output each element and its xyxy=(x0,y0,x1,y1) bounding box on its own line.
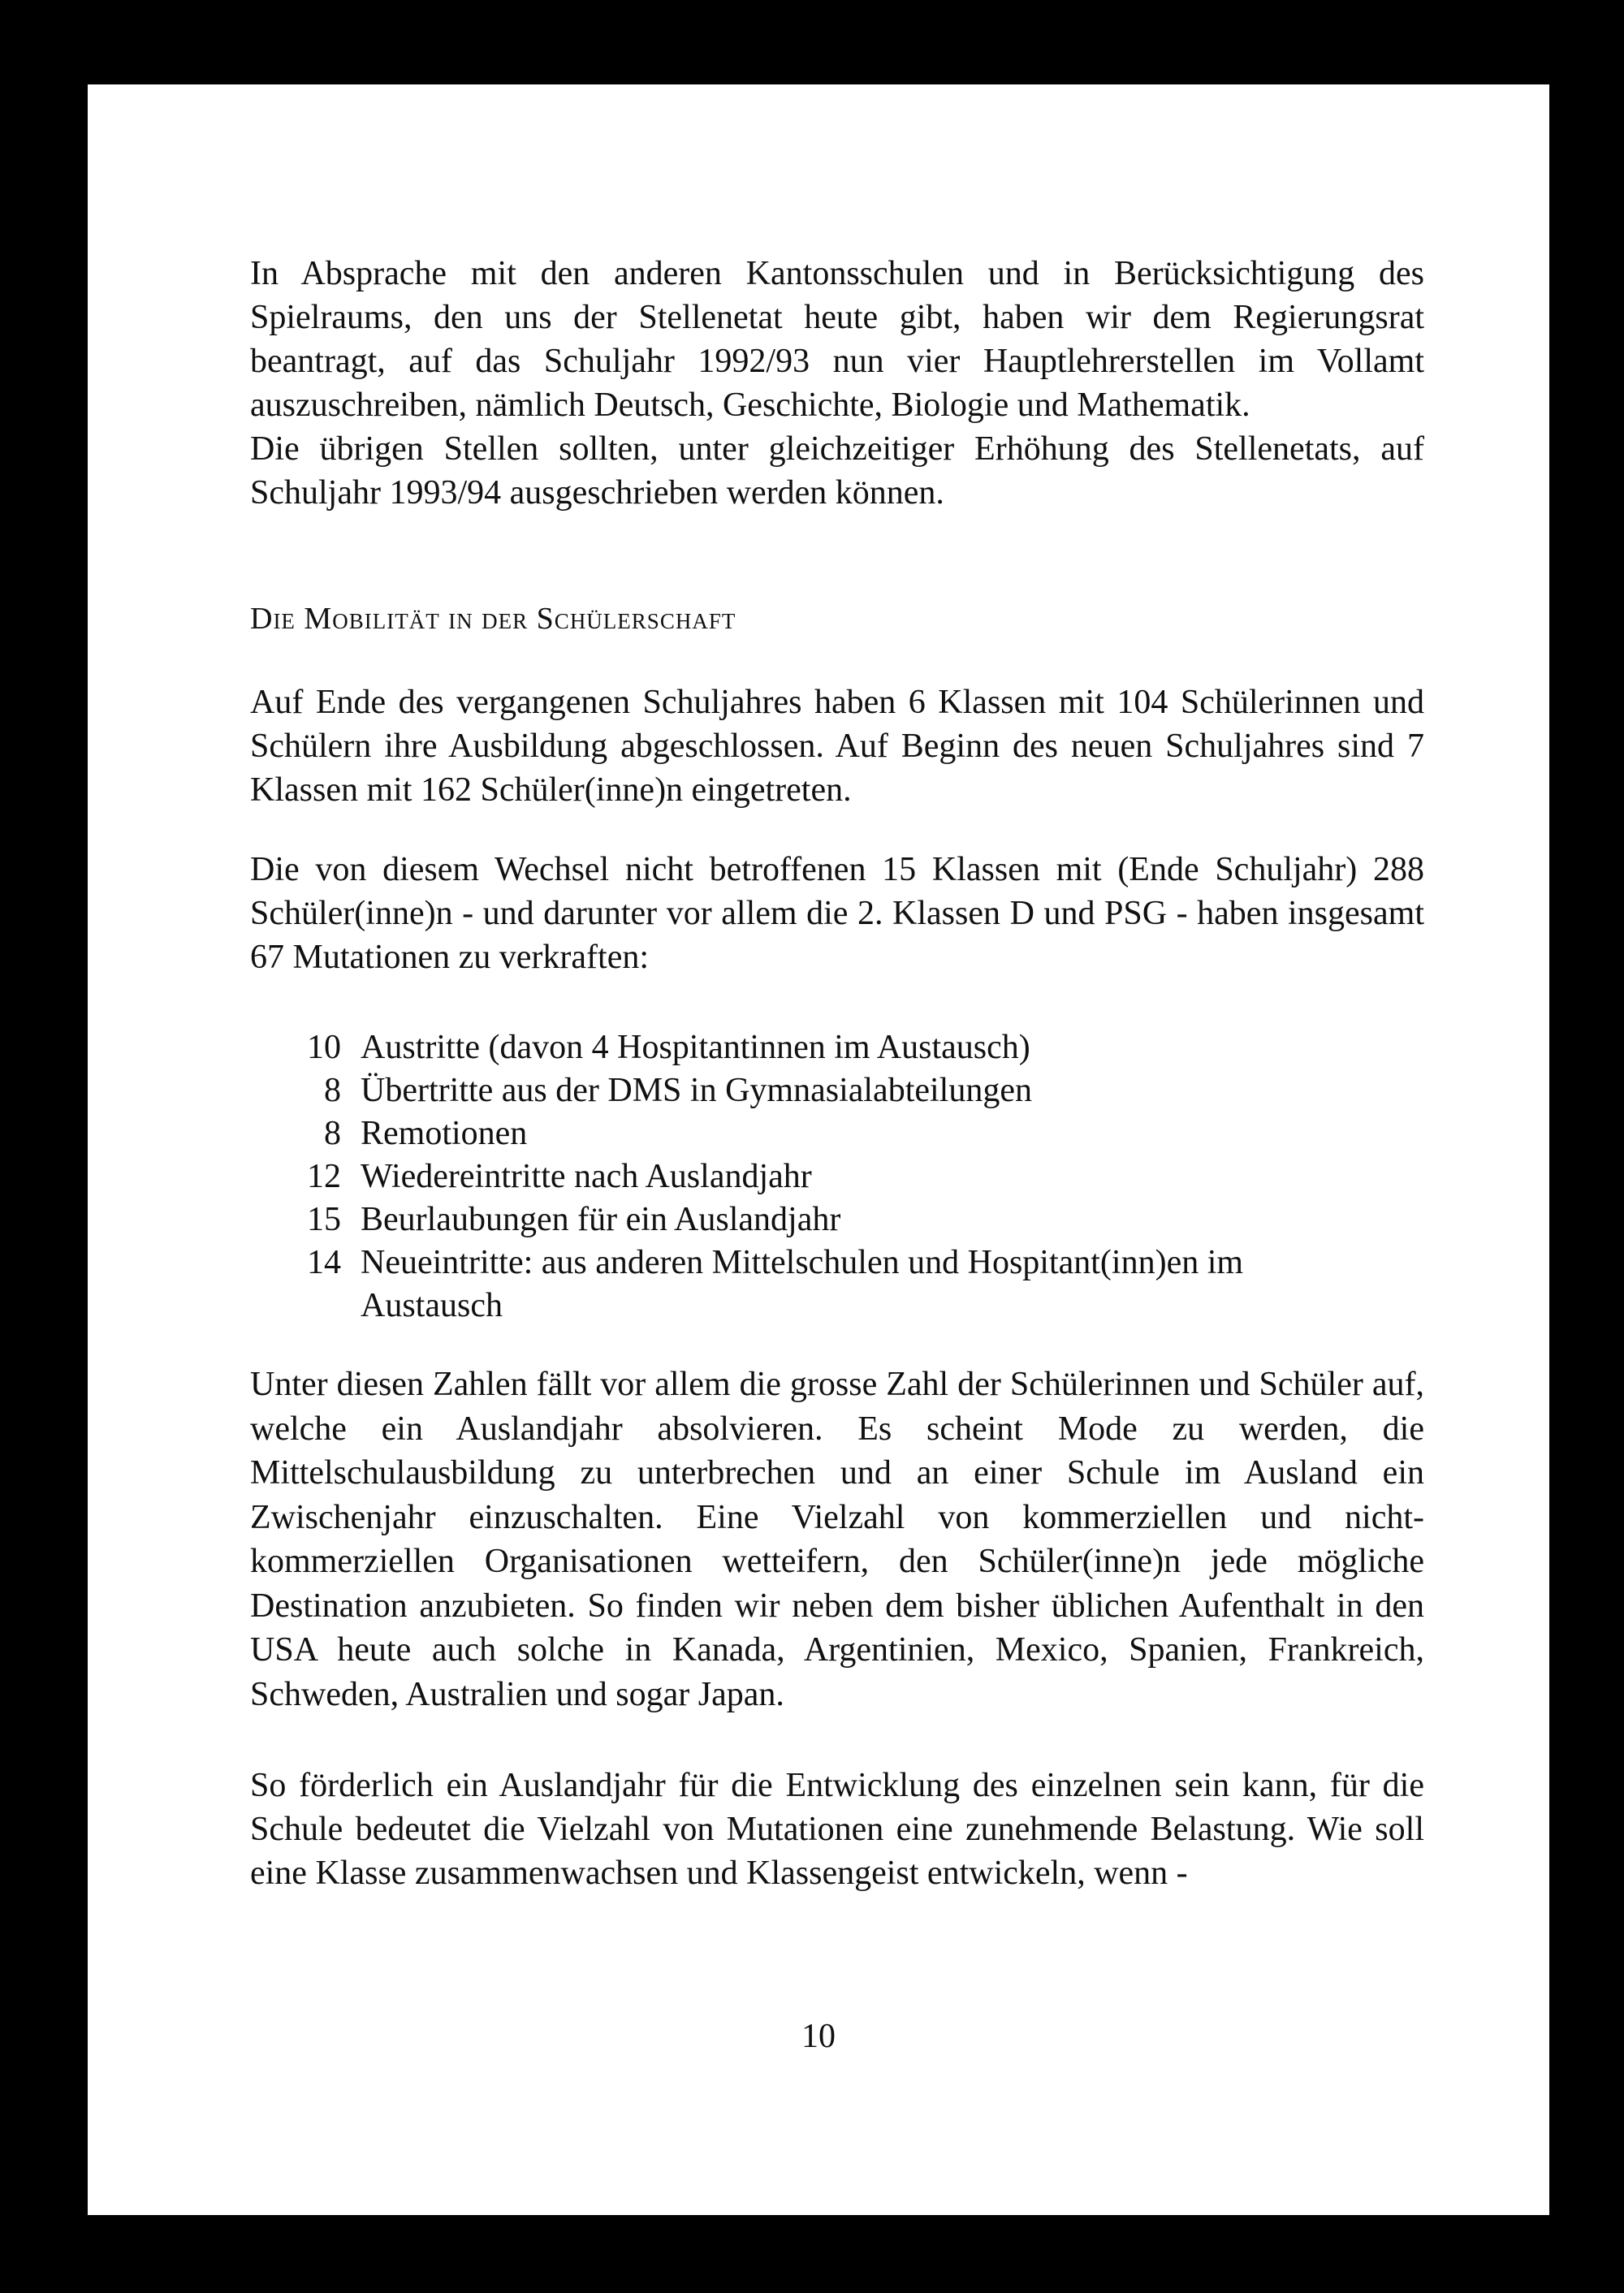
list-item-count: 15 xyxy=(307,1201,341,1238)
list-item xyxy=(276,1026,1372,1069)
page-number: 10 xyxy=(801,2018,836,2055)
paragraph-abschluss xyxy=(250,680,1424,812)
section-heading: Die Mobilität in der Schülerschaft xyxy=(250,602,736,636)
list-item xyxy=(276,1112,1372,1155)
paragraph-stellen-continued: Die übrigen Stellen sollten, unter gleichzeitiger Erhöhung des Stellenetats, auf Schuljahr 1993/94 ausgeschrieben werden können. xyxy=(250,430,1424,512)
list-item xyxy=(276,1242,1372,1328)
paragraph-belastung-text: So förderlich ein Auslandjahr für die Entwicklung des einzelnen sein kann, für die Schule bedeutet die Vielzahl von Mutationen eine zunehmende Belastung. Wie soll eine Klasse zusammenwachsen und Klassengeist entwickeln, wenn - xyxy=(250,1767,1424,1892)
list-item xyxy=(276,1155,1372,1198)
list-item-count: 14 xyxy=(307,1244,341,1281)
list-item-text: Austritte (davon 4 Hospitantinnen im Austausch) xyxy=(361,1029,1030,1066)
mutations-list xyxy=(276,1026,1372,1328)
document-page xyxy=(88,84,1549,2215)
list-item-count: 12 xyxy=(307,1158,341,1195)
intro-section xyxy=(250,252,1424,515)
list-item-text: Neueintritte: aus anderen Mittelschulen und Hospitant(inn)en im Austausch xyxy=(361,1244,1244,1324)
paragraph-mutationen-text: Die von diesem Wechsel nicht betroffenen 15 Klassen mit (Ende Schuljahr) 288 Schüler(inne)n - und darunter vor allem die 2. Klassen D und PSG - haben insgesamt 67 Mutationen zu verkraften: xyxy=(250,851,1424,976)
paragraph-auslandjahr-text: Unter diesen Zahlen fällt vor allem die grosse Zahl der Schülerinnen und Schüler auf, welche ein Auslandjahr absolvieren. Es scheint Mode zu werden, die Mittelschulausbildung zu unterbrechen und an einer Schule im Ausland ein Zwischenjahr einzuschalten. Eine Vielzahl von kommerziellen und nicht-kommerziellen Organisationen wetteifern, den Schüler(inne)n jede mögliche Destination anzubieten. So finden wir neben dem bisher üblichen Aufenthalt in den USA heute auch solche in Kanada, Argentinien, Mexico, Spanien, Frankreich, Schweden, Australien und sogar Japan. xyxy=(250,1366,1424,1713)
paragraph-mutationen xyxy=(250,848,1424,979)
list-item-text: Wiedereintritte nach Auslandjahr xyxy=(361,1158,812,1195)
list-item-text: Remotionen xyxy=(361,1115,528,1152)
paragraph-stellen: In Absprache mit den anderen Kantonsschulen und in Berücksichtigung des Spielraums, den uns der Stellenetat heute gibt, haben wir dem Regierungsrat beantragt, auf das Schuljahr 1992/93 nun vier Hauptlehrerstellen im Vollamt auszuschreiben, nämlich Deutsch, Geschichte, Biologie und Mathematik. xyxy=(250,255,1424,424)
list-item-count: 8 xyxy=(324,1072,341,1109)
list-item-count: 8 xyxy=(324,1115,341,1152)
list-item-text: Beurlaubungen für ein Auslandjahr xyxy=(361,1201,841,1238)
paragraph-abschluss-text: Auf Ende des vergangenen Schuljahres haben 6 Klassen mit 104 Schülerinnen und Schülern ihre Ausbildung abgeschlossen. Auf Beginn des neuen Schuljahres sind 7 Klassen mit 162 Schüler(inne)n eingetreten. xyxy=(250,684,1424,809)
list-item-text: Übertritte aus der DMS in Gymnasialabteilungen xyxy=(361,1072,1032,1109)
list-item xyxy=(276,1069,1372,1112)
list-item-count: 10 xyxy=(307,1029,341,1066)
list-item xyxy=(276,1198,1372,1242)
paragraph-auslandjahr xyxy=(250,1362,1424,1717)
paragraph-belastung xyxy=(250,1764,1424,1895)
